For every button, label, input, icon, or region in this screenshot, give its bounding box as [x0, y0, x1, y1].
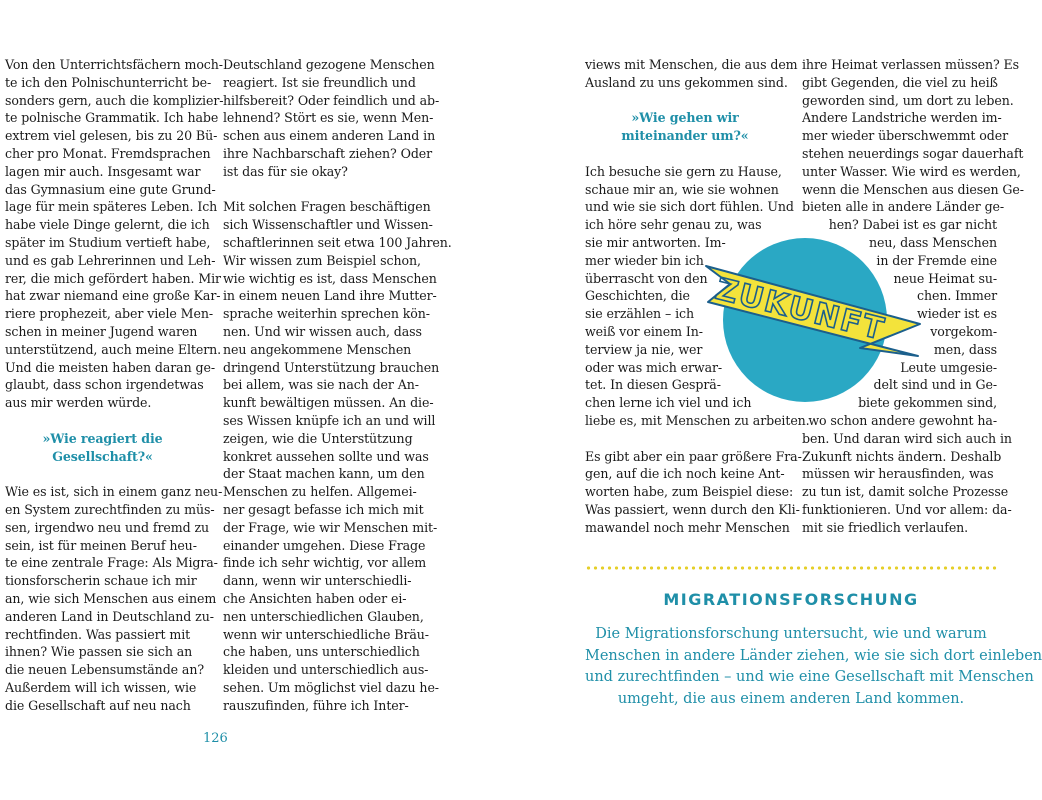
text-line: tet. In diesen Gesprä-: [585, 377, 721, 393]
text-line: Menschen zu helfen. Allgemei-: [223, 484, 417, 500]
text-line: vorgekom-: [930, 323, 997, 339]
text-line: hilfsbereit? Oder feindlich und ab-: [223, 92, 440, 108]
page-number: 126: [203, 731, 228, 746]
text-line: reagiert. Ist sie freundlich und: [223, 74, 416, 90]
text-line: und es gab Lehrerinnen und Leh-: [5, 252, 216, 268]
text-line: unter Wasser. Wie wird es werden,: [802, 163, 1021, 179]
box-text-line: und zurechtfinden – und wie eine Gesellschaft mit Menschen: [585, 669, 1034, 685]
text-line: lehnend? Stört es sie, wenn Men-: [223, 110, 434, 126]
text-line: ner gesagt befasse ich mich mit: [223, 501, 424, 517]
text-line: schen in meiner Jugend waren: [5, 323, 198, 339]
text-line: schaftlerinnen seit etwa 100 Jahren.: [223, 234, 452, 250]
text-line: neue Heimat su-: [893, 270, 997, 286]
text-line: funktionieren. Und vor allem: da-: [802, 501, 1012, 517]
text-line: dann, wenn wir unterschiedli-: [223, 573, 412, 589]
text-line: wo schon andere gewohnt ha-: [808, 412, 997, 428]
text-line: te ich den Polnischunterricht be-: [5, 74, 212, 90]
text-line: wie wichtig es ist, dass Menschen: [223, 270, 437, 286]
text-line: delt sind und in Ge-: [873, 377, 997, 393]
text-line: wenn wir unterschiedliche Bräu-: [223, 626, 429, 642]
text-line: rechtfinden. Was passiert mit: [5, 626, 191, 642]
text-line: die neuen Lebensumstände an?: [5, 662, 204, 678]
text-line: der Frage, wie wir Menschen mit-: [223, 519, 438, 535]
text-line: Wir wissen zum Beispiel schon,: [223, 252, 421, 268]
box-text-line: Menschen in andere Länder ziehen, wie sie sich dort einleben: [585, 647, 1042, 664]
text-line: Geschichten, die: [585, 288, 690, 304]
text-line: chen. Immer: [917, 288, 997, 304]
text-line: an, wie sich Menschen aus einem: [5, 590, 217, 606]
text-line: stehen neuerdings sogar dauerhaft: [802, 145, 1024, 161]
text-line: riere prophezeit, aber viele Men-: [5, 306, 213, 322]
text-line: finde ich sehr wichtig, vor allem: [223, 555, 427, 571]
text-line: neu angekommene Menschen: [223, 341, 412, 357]
text-line: Deutschland gezogene Menschen: [223, 57, 435, 72]
text-line: zeigen, wie die Unterstützung: [223, 430, 413, 446]
text-line: überrascht von den: [585, 270, 708, 286]
box-text-line: Die Migrationsforschung untersucht, wie und warum: [595, 626, 987, 642]
text-line: worten habe, zum Beispiel diese:: [585, 484, 794, 500]
text-line: men, dass: [933, 341, 997, 357]
zukunft-label: ZUKUNFT: [712, 271, 889, 348]
text-line: bei allem, was sie nach der An-: [223, 377, 419, 393]
text-line: anderen Land in Deutschland zu-: [5, 608, 214, 624]
text-line: mit sie friedlich verlaufen.: [802, 519, 969, 535]
text-line: te polnische Grammatik. Ich habe: [5, 110, 219, 126]
text-line: in der Fremde eine: [876, 252, 997, 268]
text-line: kunft bewältigen müssen. An die-: [223, 395, 434, 411]
left-page-column-1: [5, 56, 224, 714]
text-line: gibt Gegenden, die viel zu heiß: [802, 74, 998, 90]
text-line: wieder ist es: [917, 306, 997, 322]
text-line: konkret aussehen sollte und was: [223, 448, 429, 464]
text-line: biete gekommen sind,: [858, 395, 997, 411]
box-text-line: umgeht, die aus einem anderen Land kommen.: [617, 690, 965, 707]
text-line: dringend Unterstützung brauchen: [223, 359, 440, 375]
left-page-column-2: [223, 56, 452, 714]
text-line: ihre Heimat verlassen müssen? Es: [802, 57, 1019, 72]
text-line: bieten alle in andere Länder ge-: [802, 199, 1005, 215]
text-line: che Ansichten haben oder ei-: [223, 590, 407, 606]
dotted-divider: [585, 566, 997, 570]
text-line: später im Studium vertieft habe,: [5, 234, 211, 250]
section-heading: Gesellschaft?«: [52, 448, 153, 464]
text-line: ihnen? Wie passen sie sich an: [5, 644, 193, 660]
text-line: Zukunft nichts ändern. Deshalb: [802, 448, 1002, 464]
zukunft-illustration: [700, 232, 930, 412]
text-line: schen aus einem anderen Land in: [223, 128, 436, 144]
text-line: Und die meisten haben daran ge-: [5, 359, 215, 375]
text-line: chen lerne ich viel und ich: [585, 395, 752, 411]
text-line: ich höre sehr genau zu, was: [585, 217, 762, 233]
text-line: te eine zentrale Frage: Als Migra-: [5, 555, 218, 571]
text-line: nen unterschiedlichen Glauben,: [223, 608, 424, 624]
box-title: MIGRATIONSFORSCHUNG: [663, 590, 919, 609]
text-line: ist das für sie okay?: [223, 163, 348, 179]
section-heading: miteinander um?«: [621, 128, 749, 144]
text-line: rauszufinden, führe ich Inter-: [223, 697, 409, 713]
section-heading: »Wie reagiert die: [42, 430, 163, 446]
text-line: nen. Und wir wissen auch, dass: [223, 323, 422, 339]
text-line: habe viele Dinge gelernt, die ich: [5, 217, 210, 233]
text-line: und wie sie sich dort fühlen. Und: [585, 199, 794, 215]
text-line: liebe es, mit Menschen zu arbeiten.: [585, 412, 810, 428]
text-line: einander umgehen. Diese Frage: [223, 537, 426, 553]
text-line: tionsforscherin schaue ich mir: [5, 573, 197, 589]
text-line: wenn die Menschen aus diesen Ge-: [802, 181, 1024, 197]
text-line: zu tun ist, damit solche Prozesse: [802, 484, 1009, 500]
text-line: die Gesellschaft auf neu nach: [5, 697, 191, 713]
text-line: Andere Landstriche werden im-: [802, 110, 1002, 126]
text-line: cher pro Monat. Fremdsprachen: [5, 145, 211, 161]
text-line: sen, irgendwo neu und fremd zu: [5, 519, 209, 535]
text-line: geworden sind, um dort zu leben.: [802, 92, 1014, 108]
text-line: unterstützend, auch meine Eltern.: [5, 341, 222, 357]
text-line: extrem viel gelesen, bis zu 20 Bü-: [5, 128, 218, 144]
text-line: mawandel noch mehr Menschen: [585, 519, 790, 535]
text-line: müssen wir herausfinden, was: [802, 466, 994, 482]
text-line: glaubt, dass schon irgendetwas: [5, 377, 204, 393]
text-line: rer, die mich gefördert haben. Mir: [5, 270, 221, 286]
text-line: terview ja nie, wer: [585, 341, 703, 357]
text-line: aus mir werden würde.: [5, 395, 152, 411]
text-line: neu, dass Menschen: [868, 234, 997, 250]
text-line: ihre Nachbarschaft ziehen? Oder: [223, 145, 433, 161]
text-line: Ausland zu uns gekommen sind.: [585, 74, 788, 90]
text-line: en System zurechtfinden zu müs-: [5, 501, 215, 517]
text-line: sein, ist für meinen Beruf heu-: [5, 537, 197, 553]
text-line: sonders gern, auch die komplizier-: [5, 92, 224, 108]
text-line: lagen mir auch. Insgesamt war: [5, 163, 201, 179]
text-line: kleiden und unterschiedlich aus-: [223, 662, 429, 678]
text-line: Ich besuche sie gern zu Hause,: [585, 163, 782, 179]
text-line: hen? Dabei ist es gar nicht: [828, 217, 997, 233]
text-line: Außerdem will ich wissen, wie: [5, 679, 197, 695]
text-line: Mit solchen Fragen beschäftigen: [223, 199, 431, 215]
text-line: mer wieder überschwemmt oder: [802, 128, 1008, 144]
text-line: ben. Und daran wird sich auch in: [802, 430, 1012, 446]
text-line: Es gibt aber ein paar größere Fra-: [585, 448, 802, 464]
text-line: gen, auf die ich noch keine Ant-: [585, 466, 785, 482]
section-heading: »Wie gehen wir: [631, 110, 739, 126]
text-line: Leute umgesie-: [900, 359, 997, 375]
text-line: in einem neuen Land ihre Mutter-: [223, 288, 437, 304]
text-line: der Staat machen kann, um den: [223, 466, 425, 482]
text-line: sie mir antworten. Im-: [585, 234, 726, 250]
text-line: das Gymnasium eine gute Grund-: [5, 181, 216, 197]
text-line: ses Wissen knüpfe ich an und will: [223, 412, 436, 428]
text-line: views mit Menschen, die aus dem: [585, 57, 798, 72]
text-line: hat zwar niemand eine große Kar-: [5, 288, 221, 304]
text-line: Von den Unterrichtsfächern moch-: [5, 57, 223, 72]
text-line: sie erzählen – ich: [585, 306, 694, 322]
text-line: che haben, uns unterschiedlich: [223, 644, 420, 660]
text-line: schaue mir an, wie sie wohnen: [585, 181, 779, 197]
text-line: sehen. Um möglichst viel dazu he-: [223, 679, 439, 695]
text-line: lage für mein späteres Leben. Ich: [5, 199, 218, 215]
text-line: mer wieder bin ich: [585, 252, 704, 268]
box-text: [585, 624, 1042, 710]
text-line: Was passiert, wenn durch den Kli-: [585, 501, 800, 517]
text-line: weiß vor einem In-: [585, 323, 703, 339]
text-line: oder was mich erwar-: [585, 359, 723, 375]
text-line: sich Wissenschaftler und Wissen-: [223, 217, 433, 233]
text-line: sprache weiterhin sprechen kön-: [223, 306, 430, 322]
text-line: Wie es ist, sich in einem ganz neu-: [5, 484, 223, 500]
